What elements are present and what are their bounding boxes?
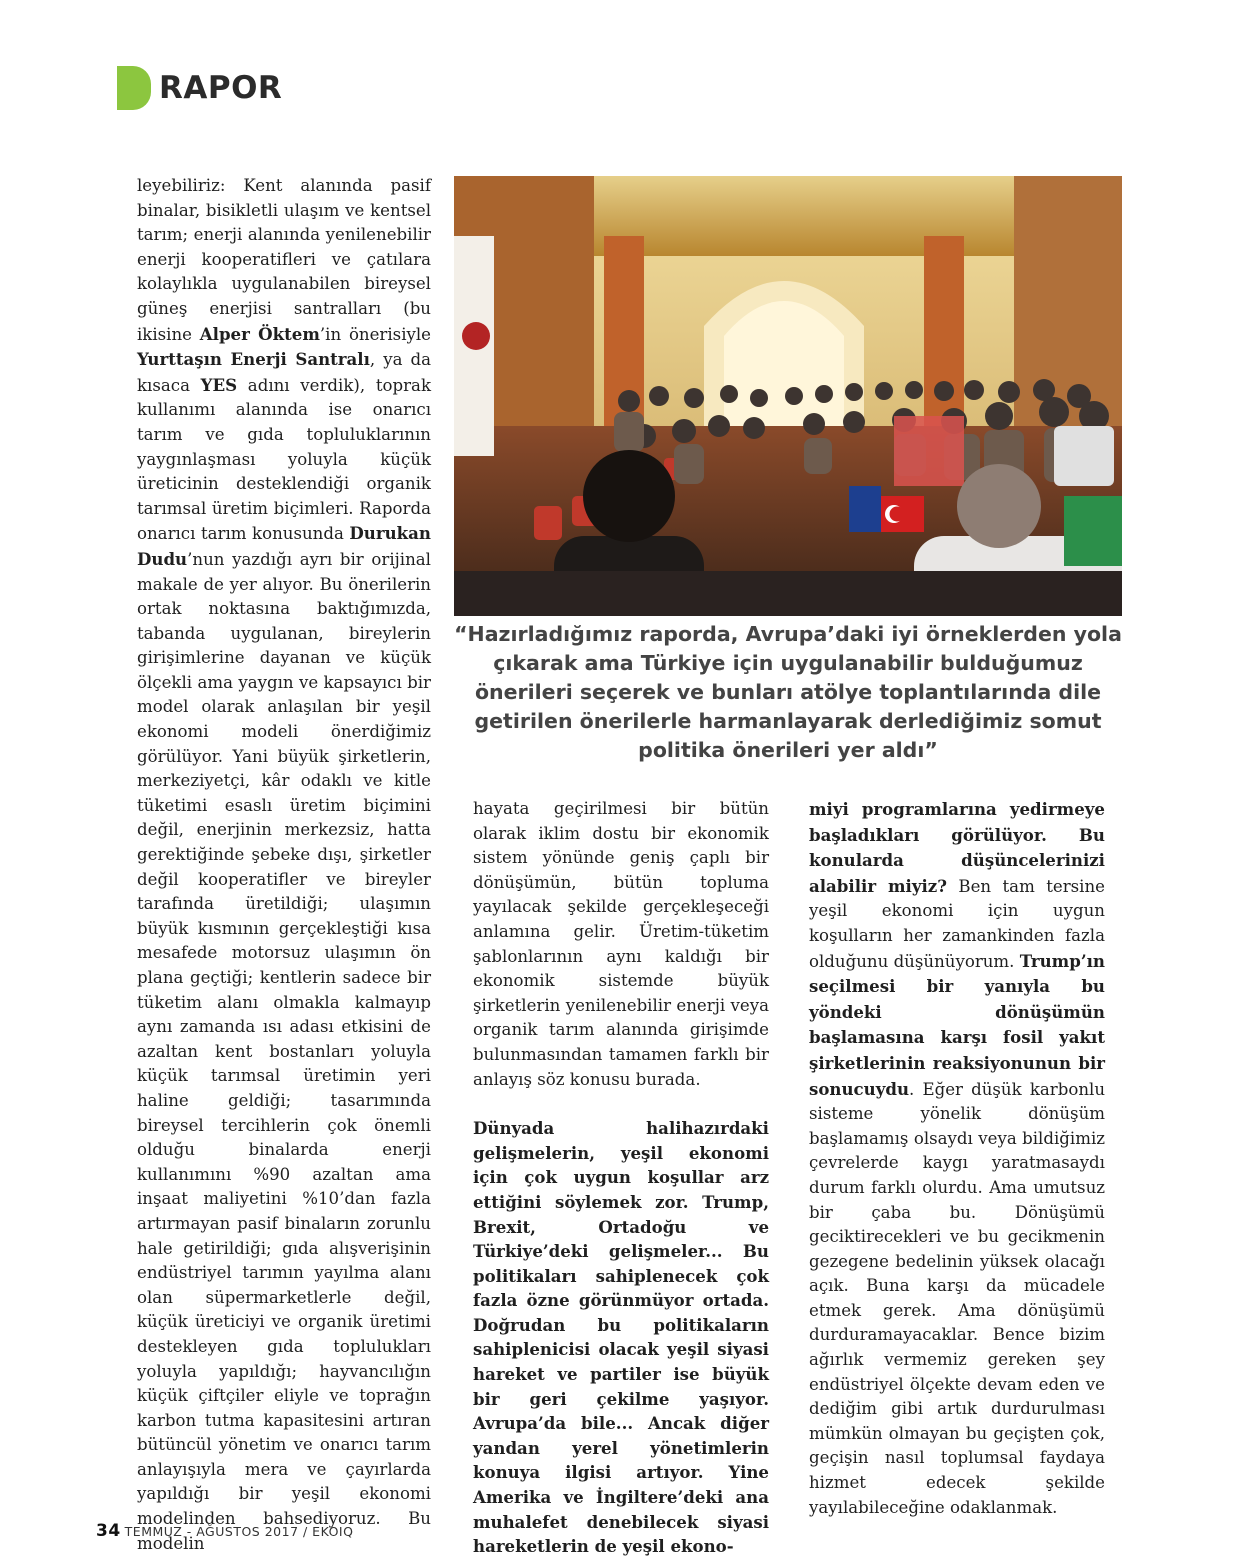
text-span: ’in önerisiyle [319,324,432,344]
acronym-yes: YES [200,374,238,395]
term-yes: Yurttaşın Enerji Santralı [137,349,370,370]
bold-highlight: Trump’ın seçilmesi bir yanıyla bu yöndeki dönüşümün başlamasına karşı fosil yakıt şirketlerinin reaksiyonunun bir sonucuydu [809,950,1105,1099]
article-column-3 [809,797,1105,1520]
issue-info: TEMMUZ - AĞUSTOS 2017 / EKOIQ [124,1524,354,1539]
column-2-paragraph-1: hayata geçirilmesi bir bütün olarak iklim dostu bir ekonomik sistem yönünde geniş çaplı bir dönüşümün, bütün topluma yayılacak şekilde gerçekleşeceği anlamına gelir. Üretim-tüketim şablonlarının aynı kaldığı bir ekonomik sistemde büyük şirketlerin yenilenebilir enerji veya organik tarım alanında girişimde bulunmasından tamamen farklı bir anlayış söz konusu burada. [473,799,769,1089]
section-title: RAPOR [159,70,283,106]
section-marker [117,66,151,110]
name-durukan-dudu: Durukan Dudu [137,523,431,569]
article-column-1 [137,174,431,1556]
name-alper-oktem: Alper Öktem [199,323,320,344]
text-span: adını verdik), toprak kullanımı alanında ise onarıcı tarım ve gıda topluluklarının yaygınlaşması yoluyla küçük üreticinin desteklendiği organik tarımsal üretim biçimleri. Raporda onarıcı tarım konusunda [137,375,431,544]
column-1-paragraph [137,174,431,1556]
page-footer [96,1521,353,1541]
text-span: Ben tam tersine yeşil ekonomi için uygun koşulların her zamankinden fazla olduğunu düşünüyorum. [809,876,1105,971]
meeting-photo [454,176,1122,616]
text-span: , ya da kısaca [137,350,431,395]
article-column-2 [473,797,769,1559]
page-number: 34 [96,1521,121,1541]
pull-quote: “Hazırladığımız raporda, Avrupa’daki iyi örneklerden yola çıkarak ama Türkiye için uygulanabilir bulduğumuz önerileri seçerek ve bunları atölye toplantılarında dile getirilen önerilerle harmanlayarak derlediğimiz somut politika önerileri yer aldı” [454,622,1122,762]
interview-question: Dünyada halihazırdaki gelişmelerin, yeşil ekonomi için çok uygun koşullar arz ettiğini söylemek zor. Trump, Brexit, Ortadoğu ve Türkiye’deki gelişmeler... Bu politikaları sahiplenecek çok fazla özne görünmüyor ortada. Doğrudan bu politikaların sahiplenicisi olacak yeşil siyasi hareket ve partiler ise büyük bir geri çekilme yaşıyor. Avrupa’da bile... Ancak diğer yandan yerel yönetimlerin konuya ilgisi artıyor. Yine Amerika ve İngiltere’deki ana muhalefet denebilecek siyasi hareketlerin de yeşil ekono- [473,1118,769,1557]
question-continuation: miyi programlarına yedirmeye başladıkları görülüyor. Bu konularda düşüncelerinizi alabilir miyiz? [809,799,1105,896]
text-span: leyebiliriz: Kent alanında pasif binalar, bisikletli ulaşım ve kentsel tarım; enerji alanında yenilenebilir enerji kooperatifleri ve çatılara kolaylıkla uygulanabilen bireysel güneş enerjisi santralları (bu ikisine [137,176,431,344]
text-span: . Eğer düşük karbonlu sisteme yönelik dönüşüm başlamamış olsaydı veya bildiğimiz çevrelerde kaygı yaratmasaydı durum farklı olurdu. Ama umutsuz bir çaba bu. Dönüşümü geciktirecekleri ve bu gecikmenin gezegene bedelinin yüksek olacağı açık. Buna karşı da mücadele etmek gerek. Ama dönüşümü durduramayacaklar. Bence bizim ağırlık vermemiz gereken şey endüstriyel ölçekte devam eden ve dediğim gibi artık durdurulması mümkün olmayan bu geçişten çok, geçişin nasıl toplumsal faydaya hizmet edecek şekilde yayılabileceğine odaklanmak. [809,1079,1105,1517]
column-3-paragraph [809,797,1105,1520]
meeting-photo-illustration [454,176,1122,616]
section-header [117,66,282,110]
text-span: ’nun yazdığı ayrı bir orijinal makale de yer alıyor. Bu önerilerin ortak noktasına baktığımızda, tabanda uygulanan, bireylerin girişimlerine dayanan ve küçük ölçekli ama yaygın ve kapsayıcı bir model olarak anlaşılan bir yeşil ekonomi modeli önerdiğimiz görülüyor. Yani büyük şirketlerin, merkeziyetçi, kâr odaklı ve kitle tüketimi esaslı üretim biçimini değil, enerjinin merkezsiz, hatta gerektiğinde şebeke dışı, şirketler değil kooperatifler ve bireyler tarafında üretildiği; ulaşımın büyük kısmının gerçekleştiği kısa mesafede motorsuz ulaşımın ön plana geçtiği; kentlerin sadece bir tüketim alanı olmakla kalmayıp aynı zamanda ısı adası etkisini de azaltan kent bostanları yoluyla küçük tarımsal üretimin yeri haline geldiği; tasarımında bireysel tercihlerin çok önemli olduğu binalarda enerji kullanımını %90 azaltan ama inşaat maliyetini %10’dan fazla artırmayan pasif binaların zorunlu hale getirildiği; gıda alışverişinin endüstriyel tarımın yayılma alanı olan süpermarketlerle değil, küçük üreticiyi ve organik üretimi destekleyen gıda toplulukları yoluyla yapıldığı; hayvancılığın küçük çiftçiler eliyle ve toprağın karbon tutma kapasitesini artıran bütüncül yönetim ve onarıcı tarım anlayışıyla mera ve çayırlarda yapıldığı bir yeşil ekonomi modelinden bahsediyoruz. Bu modelin [137,549,431,1553]
